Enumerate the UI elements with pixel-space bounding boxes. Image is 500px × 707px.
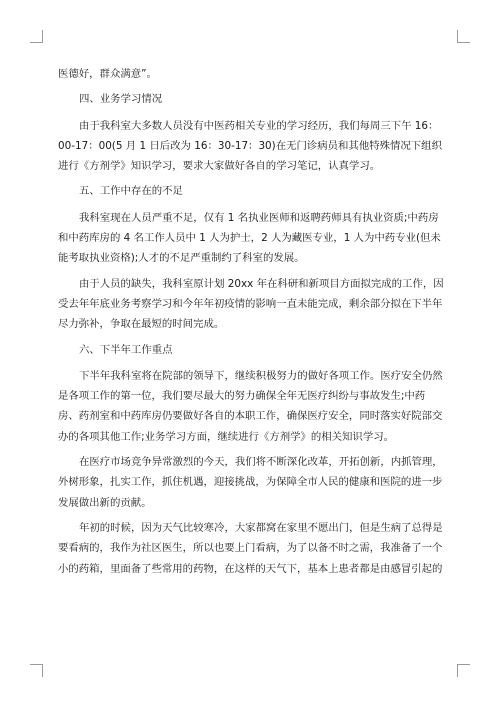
- crop-mark-bottom-right: [457, 664, 470, 677]
- section-heading-business-study: 四、业务学习情况: [79, 93, 163, 106]
- paragraph-research-delay: 由于人员的缺失，我科室原计划 20xx 年在科研和新项目方面拟完成的工作，因受去年年底业务考察学习和今年年初疫情的影响一直未能完成，剩余部分拟在下半年尽力弥补，争取在最短的时间完成。: [58, 277, 444, 331]
- crop-mark-top-right: [457, 30, 470, 43]
- paragraph-community-doctor: 年初的时候，因为天气比较寒冷，大家都窝在家里不愿出门，但是生病了总得是要看病的，我作为社区医生，所以也要上门看病，为了以备不时之需，我准备了一个小的药箱，里面备了些常用的药物，在这样的天气下，基本上患者都是由感冒引起的: [58, 521, 443, 575]
- section-heading-second-half-focus: 六、下半年工作重点: [79, 343, 173, 356]
- paragraph-staff-shortage: 我科室现在人员严重不足，仅有 1 名执业医师和返聘药师具有执业资质;中药房和中药库房的 4 名工作人员中 1 人为护士，2 人为藏医专业，1 人为中药专业(但未能考取执业资格);人才的不足严重制约了科室的发展。: [58, 211, 441, 265]
- document-body: [58, 64, 444, 584]
- crop-mark-top-left: [30, 30, 43, 43]
- section-heading-shortcomings: 五、工作中存在的不足: [79, 185, 183, 198]
- paragraph-reform-commitment: 在医疗市场竞争异常激烈的今天，我们将不断深化改革，开拓创新，内抓管理，外树形象，扎实工作，抓住机遇，迎接挑战，为保障全市人民的健康和医院的进一步发展做出新的贡献。: [58, 456, 443, 509]
- paragraph-second-half-plan: 下半年我科室将在院部的领导下，继续积极努力的做好各项工作。医疗安全仍然是各项工作的第一位，我们要尽最大的努力确保全年无医疗纠纷与事故发生;中药房、药剂室和中药库房仍要做好各自的本职工作，确保医疗安全，同时落实好院部交办的各项其他工作;业务学习方面，继续进行《方剂学》的相关知识学习。: [58, 369, 443, 443]
- paragraph-continuation: 医德好，群众满意”。: [58, 68, 157, 80]
- paragraph-study-schedule: 由于我科室大多数人员没有中医药相关专业的学习经历，我们每周三下午 16：00-17：00(5 月 1 日后改为 16：30-17：30)在无门诊病员和其他特殊情况下组织进行《方剂学》知识学习，要求大家做好各自的学习笔记，认真学习。: [58, 119, 442, 173]
- crop-mark-bottom-left: [30, 664, 43, 677]
